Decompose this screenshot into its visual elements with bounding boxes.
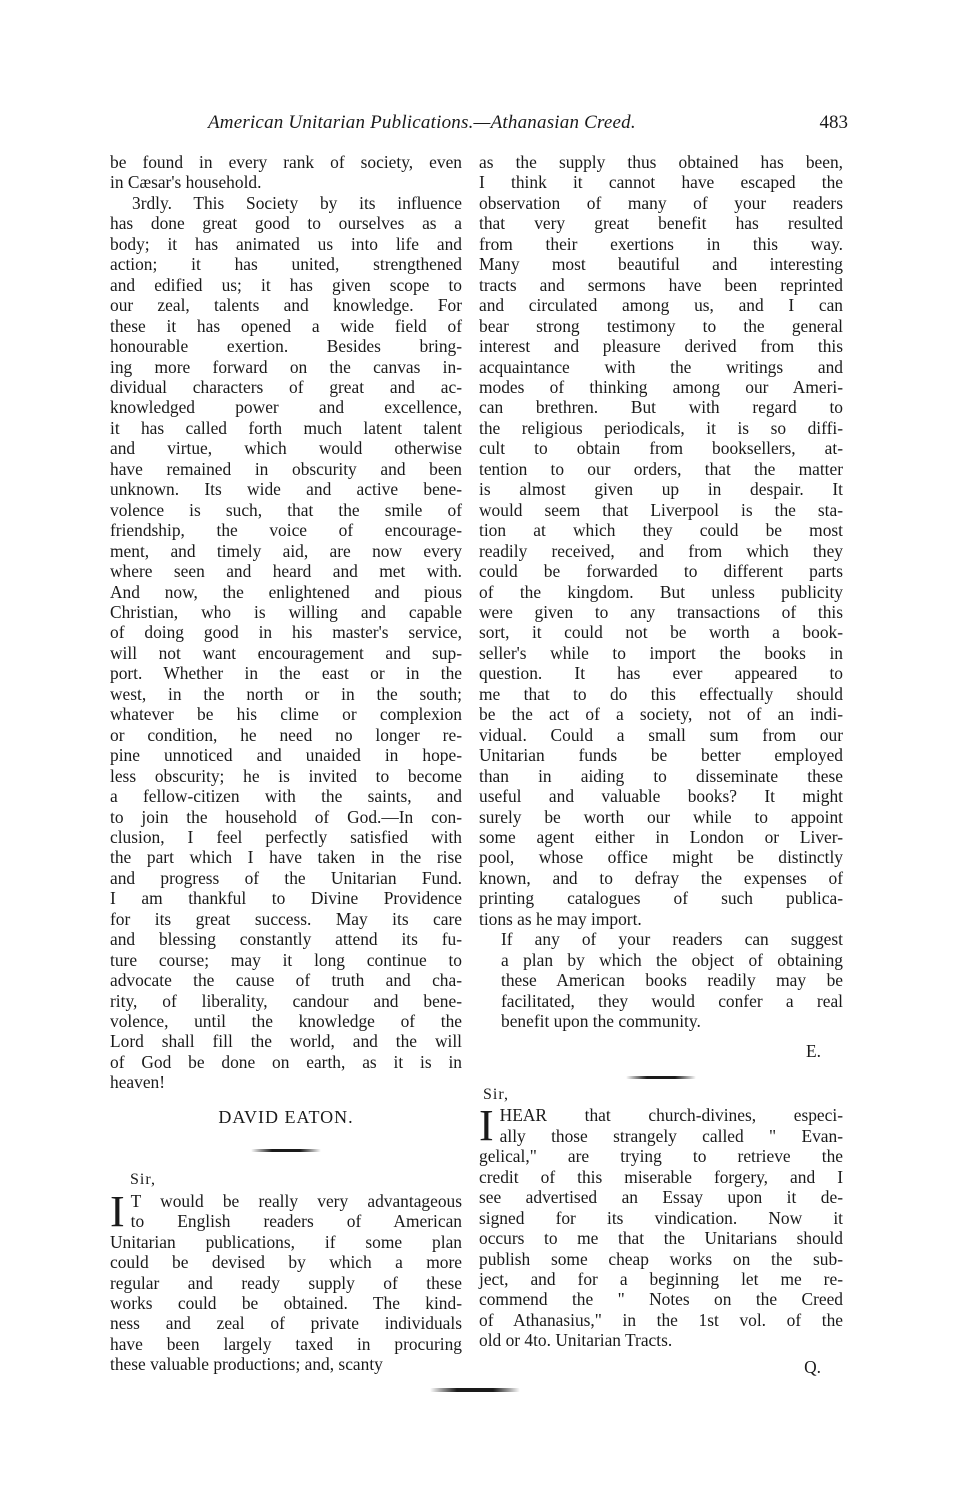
text-line: acquaintance with the writings and <box>479 356 843 377</box>
text-line: And now, the enlightened and pious <box>110 581 462 602</box>
text-line: benefit upon the community. <box>501 1011 701 1032</box>
text-line: of the kingdom. But unless publicity <box>479 581 843 602</box>
text-line: advocate the cause of truth and cha- <box>110 970 462 991</box>
text-line: HEAR that church-divines, especi- <box>499 1105 843 1126</box>
text-line: and circulated among us, and I can <box>479 295 843 316</box>
left-body-text <box>110 152 462 1093</box>
salutation: Sir, <box>130 1171 157 1189</box>
text-line: has done great good to ourselves as a <box>110 213 462 234</box>
text-line: tention to our orders, that the matter <box>479 458 843 479</box>
text-line: observation of many of your readers <box>479 192 843 213</box>
text-line: of doing good in his master's service, <box>110 622 462 643</box>
text-line: could be devised by which a more <box>110 1252 462 1273</box>
letter-body <box>479 1101 843 1351</box>
right-column <box>479 152 843 1377</box>
text-line: old or 4to. Unitarian Tracts. <box>479 1330 673 1351</box>
text-line: readily received, and from which they <box>479 540 843 561</box>
text-line: body; it has animated us into life and <box>110 233 462 254</box>
right-body-text <box>479 152 843 929</box>
text-line: regular and ready supply of these <box>110 1272 462 1293</box>
text-line: would seem that Liverpool is the sta- <box>479 499 843 520</box>
drop-cap: I <box>479 1101 494 1151</box>
text-line: were given to any transactions of this <box>479 601 843 622</box>
text-line: knowledged power and excellence, <box>110 397 462 418</box>
text-line: and virtue, which would otherwise <box>110 438 462 459</box>
text-line: seller's while to import the books in <box>479 642 843 663</box>
text-line: signed for its vindication. Now it <box>479 1207 843 1228</box>
text-line: from their exertions in this way. <box>479 233 843 254</box>
text-line: gelical," are trying to retrieve the <box>479 1146 843 1167</box>
text-line: credit of this miserable forgery, and I <box>479 1166 843 1187</box>
text-line: the part which I have taken in the rise <box>110 847 462 868</box>
text-line: pine unnoticed and unaided in hope- <box>110 745 462 766</box>
text-line: ally those strangely called " Evan- <box>499 1125 843 1146</box>
text-line: commend the " Notes on the Creed <box>479 1289 843 1310</box>
text-line: sort, it could not be worth a book- <box>479 622 843 643</box>
signature-david-eaton: DAVID EATON. <box>218 1106 354 1127</box>
text-line: I am thankful to Divine Providence <box>110 888 462 909</box>
text-line: see advertised an Essay upon it de- <box>479 1187 843 1208</box>
text-line: If any of your readers can suggest <box>501 929 843 950</box>
text-line: west, in the north or in the south; <box>110 683 462 704</box>
text-line: unknown. Its wide and active bene- <box>110 479 462 500</box>
drop-cap: I <box>110 1186 125 1236</box>
text-line: interest and pleasure derived from this <box>479 336 843 357</box>
text-line: action; it has united, strengthened <box>110 254 462 275</box>
text-line: I think it cannot have escaped the <box>479 172 843 193</box>
page-number: 483 <box>819 112 848 133</box>
text-line: Many most beautiful and interesting <box>479 254 843 275</box>
text-line: it has called forth much latent talent <box>110 417 462 438</box>
left-column <box>110 152 462 1375</box>
text-line: honourable exertion. Besides bring- <box>110 336 462 357</box>
text-line: in Cæsar's household. <box>110 172 262 193</box>
letter-lines <box>479 1101 843 1351</box>
text-line: works could be obtained. The kind- <box>110 1293 462 1314</box>
text-line: our zeal, talents and knowledge. For <box>110 295 462 316</box>
text-line: publish some cheap works on the sub- <box>479 1248 843 1269</box>
text-line: facilitated, they would confer a real <box>501 990 843 1011</box>
text-line: and blessing constantly attend its fu- <box>110 929 462 950</box>
text-line: vidual. Could a small sum from our <box>479 724 843 745</box>
text-line: tions as he may import. <box>479 908 642 929</box>
text-line: have been largely taxed in procuring <box>110 1333 462 1354</box>
text-line: port. Whether in the east or in the <box>110 663 462 684</box>
text-line: ject, and for a beginning let me re- <box>479 1269 843 1290</box>
text-line: ness and zeal of private individuals <box>110 1313 462 1334</box>
text-line: be the act of a society, not of an indi- <box>479 704 843 725</box>
section-divider <box>251 1149 321 1152</box>
running-head: American Unitarian Publications.—Athanasian Creed. <box>208 112 636 133</box>
text-line: less obscurity; he is invited to become <box>110 765 462 786</box>
text-line: will not want encouragement and sup- <box>110 642 462 663</box>
text-line: a fellow-citizen with the saints, and <box>110 786 462 807</box>
text-line: for its great success. May its care <box>110 908 462 929</box>
text-line: T would be really very advantageous <box>130 1190 462 1211</box>
text-line: than in aiding to disseminate these <box>479 765 843 786</box>
text-line: to English readers of American <box>130 1211 462 1232</box>
text-line: friendship, the voice of encourage- <box>110 520 462 541</box>
section-divider <box>626 1076 696 1079</box>
text-line: cult to obtain from booksellers, at- <box>479 438 843 459</box>
text-line: could be forwarded to different parts <box>479 561 843 582</box>
text-line: tracts and sermons have been reprinted <box>479 274 843 295</box>
text-line: and progress of the Unitarian Fund. <box>110 867 462 888</box>
text-line: of Athanasius," in the 1st vol. of the <box>479 1309 843 1330</box>
text-line: volence, until the knowledge of the <box>110 1011 462 1032</box>
text-line: is almost given up in despair. It <box>479 479 843 500</box>
text-line: Lord shall fill the world, and the will <box>110 1031 462 1052</box>
page-header <box>108 108 848 138</box>
text-line: clusion, I feel perfectly satisfied with <box>110 826 462 847</box>
text-line: the religious periodicals, it is so diffi- <box>479 417 843 438</box>
text-line: these it has opened a wide field of <box>110 315 462 336</box>
text-line: these American books readily may be <box>501 970 843 991</box>
text-line: useful and valuable books? It might <box>479 786 843 807</box>
text-line: and edified us; it has given scope to <box>110 274 462 295</box>
text-line: heaven! <box>110 1072 166 1093</box>
text-line: Unitarian funds be better employed <box>479 745 843 766</box>
letter-body <box>110 1186 462 1375</box>
text-line: bear strong testimony to the general <box>479 315 843 336</box>
text-line: dividual characters of great and ac- <box>110 376 462 397</box>
salutation: Sir, <box>483 1085 510 1103</box>
text-line: as the supply thus obtained has been, <box>479 152 843 172</box>
text-line: occurs to me that the Unitarians should <box>479 1228 843 1249</box>
text-line: to join the household of God.—In con- <box>110 806 462 827</box>
text-line: Christian, who is willing and capable <box>110 601 462 622</box>
text-line: can brethren. But with regard to <box>479 397 843 418</box>
letter-lines <box>110 1186 462 1375</box>
text-line: volence is such, that the smile of <box>110 499 462 520</box>
text-line: known, and to defray the expenses of <box>479 867 843 888</box>
text-line: ing more forward on the canvas in- <box>110 356 462 377</box>
text-line: rity, of liberality, candour and bene- <box>110 990 462 1011</box>
text-line: ment, and timely aid, are now every <box>110 540 462 561</box>
text-line: be found in every rank of society, even <box>110 152 462 172</box>
text-line: of God be done on earth, as it is in <box>110 1051 462 1072</box>
text-line: whatever be his clime or complexion <box>110 704 462 725</box>
signature-q: Q. <box>804 1356 821 1377</box>
text-line: surely be worth our while to appoint <box>479 806 843 827</box>
text-line: 3rdly. This Society by its influence <box>132 192 462 213</box>
text-line: that very great benefit has resulted <box>479 213 843 234</box>
text-line: these valuable productions; and, scanty <box>110 1354 383 1375</box>
signature-e: E. <box>806 1041 821 1062</box>
text-line: where seen and heard and met with. <box>110 561 462 582</box>
text-line: modes of thinking among our Ameri- <box>479 376 843 397</box>
text-line: question. It has ever appeared to <box>479 663 843 684</box>
text-line: some agent either in London or Liver- <box>479 826 843 847</box>
text-line: a plan by which the object of obtaining <box>501 949 843 970</box>
text-line: have remained in obscurity and been <box>110 458 462 479</box>
end-divider <box>430 1388 520 1392</box>
text-line: Unitarian publications, if some plan <box>110 1231 462 1252</box>
text-line: tion at which they could be most <box>479 520 843 541</box>
text-line: me that to do this effectually should <box>479 683 843 704</box>
text-line: ture course; may it long continue to <box>110 949 462 970</box>
text-line: printing catalogues of such publica- <box>479 888 843 909</box>
text-line: or condition, he need no longer re- <box>110 724 462 745</box>
text-line: pool, whose office might be distinctly <box>479 847 843 868</box>
right-paragraph-2 <box>479 929 843 1031</box>
